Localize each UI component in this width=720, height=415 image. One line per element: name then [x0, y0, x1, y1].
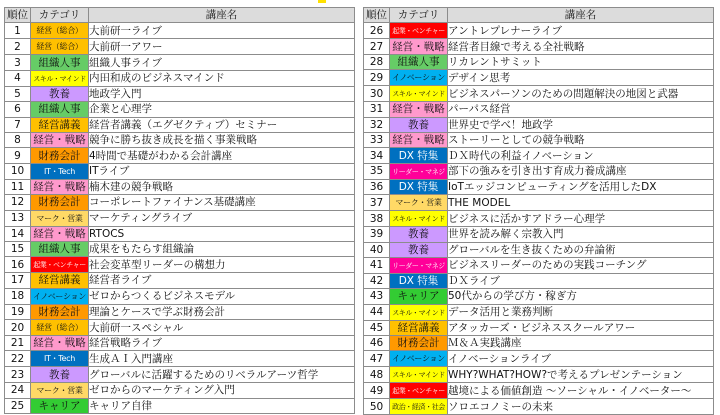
table-row: [5, 23, 355, 39]
category-badge: [390, 367, 448, 383]
course-title: 大前研一ライブ: [89, 23, 355, 39]
category-badge: [390, 383, 448, 399]
category-badge: [31, 351, 89, 367]
category-label: 経営（総合）: [36, 323, 83, 333]
ranking-rows-right: [364, 23, 714, 415]
category-label: スキル・マインド: [392, 215, 445, 224]
rank-number: 6: [5, 102, 31, 117]
course-title: 大前研一スペシャル: [89, 320, 355, 336]
category-badge: [31, 367, 89, 382]
table-row: [5, 163, 355, 179]
table-row: [5, 336, 355, 351]
category-label: 起業・ベンチャー: [392, 27, 445, 36]
category-badge: [31, 336, 89, 351]
rank-number: 46: [364, 336, 390, 351]
category-label: スキル・マインド: [392, 90, 445, 99]
rank-number: 12: [5, 195, 31, 210]
category-badge: [390, 132, 448, 147]
rank-number: 49: [364, 383, 390, 399]
table-row: [5, 382, 355, 398]
course-title: 競争に勝ち抜き成長を描く事業戦略: [89, 132, 355, 147]
rank-number: 4: [5, 70, 31, 86]
table-row: [5, 351, 355, 367]
rank-number: 23: [5, 367, 31, 382]
category-label: 組織人事: [38, 56, 81, 69]
table-row: [364, 304, 714, 320]
category-label: 経営（総合）: [36, 26, 83, 36]
table-row: [5, 117, 355, 132]
category-badge: [31, 117, 89, 132]
ranking-table-left: [4, 7, 355, 414]
rank-number: 40: [364, 242, 390, 257]
category-badge: [390, 399, 448, 415]
table-row: [364, 70, 714, 86]
table-row: [364, 320, 714, 335]
course-title: グローバルに活躍するためのリベラルアーツ哲学: [89, 367, 355, 382]
category-label: DX 特集: [398, 275, 439, 288]
rank-number: 14: [5, 226, 31, 241]
course-title: リカレントサミット: [448, 54, 714, 69]
course-title: ストーリーとしての競争戦略: [448, 132, 714, 147]
course-title: 世界を読み解く宗教入門: [448, 227, 714, 242]
course-title: 理論とケースで学ぶ財務会計: [89, 304, 355, 319]
rank-number: 41: [364, 257, 390, 273]
category-badge: [31, 86, 89, 101]
rank-number: 15: [5, 241, 31, 256]
table-row: [364, 148, 714, 163]
course-title: RTOCS: [89, 226, 355, 241]
table-row: [5, 288, 355, 304]
category-badge: [390, 211, 448, 227]
category-label: 教養: [408, 243, 429, 256]
category-label: スキル・マインド: [392, 371, 445, 380]
rank-number: 39: [364, 227, 390, 242]
category-label: 財務会計: [38, 196, 81, 209]
rank-number: 21: [5, 336, 31, 351]
category-badge: [31, 179, 89, 194]
category-badge: [31, 70, 89, 86]
category-badge: [390, 163, 448, 179]
rank-number: 2: [5, 39, 31, 55]
table-row: [364, 273, 714, 288]
category-badge: [31, 320, 89, 336]
table-row: [5, 257, 355, 273]
category-badge: [390, 102, 448, 117]
category-label: 組織人事: [38, 103, 81, 116]
course-title: 社会変革型リーダーの構想力: [89, 257, 355, 273]
category-label: キャリア: [38, 400, 81, 413]
course-title: 4時間で基礎がわかる会計講座: [89, 148, 355, 163]
table-row: [364, 163, 714, 179]
table-row: [364, 289, 714, 304]
category-badge: [31, 382, 89, 398]
rank-number: 22: [5, 351, 31, 367]
ranking-rows-left: [5, 23, 355, 414]
rank-number: 47: [364, 351, 390, 367]
rank-number: 25: [5, 398, 31, 413]
category-badge: [31, 195, 89, 210]
category-badge: [390, 304, 448, 320]
table-row: [364, 86, 714, 102]
rank-number: 29: [364, 70, 390, 86]
course-title: グローバルを生き抜くための弁論術: [448, 242, 714, 257]
category-badge: [390, 273, 448, 288]
category-label: 教養: [49, 87, 70, 100]
course-title: ビジネスパーソンのための問題解決の地図と武器: [448, 86, 714, 102]
category-label: イノベーション: [392, 73, 445, 83]
category-badge: [31, 148, 89, 163]
course-title: 内田和成のビジネスマインド: [89, 70, 355, 86]
rank-number: 19: [5, 304, 31, 319]
rank-number: 36: [364, 179, 390, 194]
table-row: [5, 241, 355, 256]
rank-number: 38: [364, 211, 390, 227]
category-badge: [390, 351, 448, 367]
table-row: [364, 211, 714, 227]
rank-number: 42: [364, 273, 390, 288]
table-row: [364, 367, 714, 383]
course-title: イノベーションライブ: [448, 351, 714, 367]
category-badge: [390, 289, 448, 304]
category-badge: [390, 257, 448, 273]
table-row: [5, 132, 355, 147]
course-title: ゼロからつくるビジネスモデル: [89, 288, 355, 304]
category-badge: [390, 117, 448, 132]
header-rank: 順位: [364, 8, 390, 23]
category-badge: [390, 70, 448, 86]
table-row: [5, 273, 355, 288]
rank-number: 13: [5, 210, 31, 226]
table-row: [5, 226, 355, 241]
table-row: [364, 54, 714, 69]
rank-number: 20: [5, 320, 31, 336]
category-label: 経営・戦略: [33, 180, 86, 193]
category-label: 経営講義: [38, 274, 81, 287]
category-badge: [390, 39, 448, 54]
course-title: 世界史で学べ！地政学: [448, 117, 714, 132]
header-category: カテゴリ: [31, 8, 89, 23]
rank-number: 9: [5, 148, 31, 163]
rank-number: 17: [5, 273, 31, 288]
course-title: ソロエコノミーの未来: [448, 399, 714, 415]
course-title: 部下の強みを引き出す育成力養成講座: [448, 163, 714, 179]
rank-number: 34: [364, 148, 390, 163]
category-badge: [390, 227, 448, 242]
category-label: 政治・経済・社会: [392, 403, 445, 412]
table-row: [5, 367, 355, 382]
category-label: イノベーション: [392, 354, 445, 364]
category-label: 経営・戦略: [33, 134, 86, 147]
course-title: 組織人事ライブ: [89, 55, 355, 70]
rank-number: 11: [5, 179, 31, 194]
category-badge: [31, 55, 89, 70]
table-row: [364, 179, 714, 194]
rank-number: 10: [5, 163, 31, 179]
course-title: 大前研一アワー: [89, 39, 355, 55]
header-rank: 順位: [5, 8, 31, 23]
table-row: [364, 195, 714, 211]
category-label: リーダー・マネジ: [392, 167, 445, 176]
table-row: [5, 55, 355, 70]
category-label: 経営・戦略: [33, 337, 86, 350]
category-label: キャリア: [397, 290, 440, 303]
category-label: 財務会計: [38, 305, 81, 318]
rank-number: 24: [5, 382, 31, 398]
course-title: アントレプレナーライブ: [448, 23, 714, 39]
course-title: 経営者ライブ: [89, 273, 355, 288]
rank-number: 30: [364, 86, 390, 102]
course-title: 越境による価値創造 ～ソーシャル・イノベーター～: [448, 383, 714, 399]
course-title: パーパス経営: [448, 102, 714, 117]
course-title: ビジネスリーダーのための実践コーチング: [448, 257, 714, 273]
category-label: 経営・戦略: [392, 103, 445, 116]
category-label: 組織人事: [38, 243, 81, 256]
category-badge: [31, 102, 89, 117]
course-title: キャリア自律: [89, 398, 355, 413]
category-label: IT・Tech: [43, 166, 76, 176]
table-row: [5, 70, 355, 86]
category-badge: [390, 320, 448, 335]
course-title: Ｍ＆Ａ実践講座: [448, 336, 714, 351]
table-row: [5, 195, 355, 210]
table-row: [364, 227, 714, 242]
rank-number: 31: [364, 102, 390, 117]
table-row: [364, 242, 714, 257]
category-label: スキル・マインド: [392, 308, 445, 317]
category-badge: [390, 179, 448, 194]
rank-number: 32: [364, 117, 390, 132]
category-badge: [390, 148, 448, 163]
header-course: 講座名: [89, 8, 355, 23]
header-category: カテゴリ: [390, 8, 448, 23]
table-row: [5, 179, 355, 194]
rank-number: 16: [5, 257, 31, 273]
rank-number: 1: [5, 23, 31, 39]
course-title: WHY?WHAT?HOW?で考えるプレゼンテーション: [448, 367, 714, 383]
rank-number: 5: [5, 86, 31, 101]
table-header-row: [5, 8, 355, 23]
category-label: 経営講義: [397, 321, 440, 334]
cursor-marker: [318, 0, 326, 3]
category-label: マーク・営業: [395, 198, 442, 208]
category-label: 経営（総合）: [36, 42, 83, 52]
course-title: 成果をもたらす組織論: [89, 241, 355, 256]
course-title: ゼロからのマーケティング入門: [89, 382, 355, 398]
course-title: 経営者講義（エグゼクティブ）セミナー: [89, 117, 355, 132]
course-title: コーポレートファイナンス基礎講座: [89, 195, 355, 210]
course-title: 地政学入門: [89, 86, 355, 101]
category-badge: [31, 398, 89, 413]
course-title: 楠木建の競争戦略: [89, 179, 355, 194]
category-label: 経営講義: [38, 118, 81, 131]
table-row: [5, 398, 355, 413]
table-row: [5, 210, 355, 226]
table-row: [364, 383, 714, 399]
category-label: 起業・ベンチャー: [392, 387, 445, 396]
table-row: [5, 39, 355, 55]
category-label: 組織人事: [397, 55, 440, 68]
table-row: [364, 351, 714, 367]
category-badge: [31, 23, 89, 39]
rank-number: 33: [364, 132, 390, 147]
category-badge: [390, 86, 448, 102]
rank-number: 26: [364, 23, 390, 39]
category-badge: [390, 336, 448, 351]
course-title: ＤＸ時代の利益イノベーション: [448, 148, 714, 163]
category-label: 教養: [408, 228, 429, 241]
table-row: [364, 23, 714, 39]
category-badge: [31, 210, 89, 226]
table-row: [5, 304, 355, 319]
course-title: 生成ＡＩ入門講座: [89, 351, 355, 367]
category-label: IT・Tech: [43, 354, 76, 364]
category-badge: [31, 132, 89, 147]
category-label: 経営・戦略: [392, 134, 445, 147]
category-label: スキル・マインド: [33, 74, 86, 83]
course-title: マーケティングライブ: [89, 210, 355, 226]
header-course: 講座名: [448, 8, 714, 23]
table-row: [5, 102, 355, 117]
category-label: 財務会計: [397, 337, 440, 350]
category-label: DX 特集: [398, 180, 439, 193]
category-badge: [31, 273, 89, 288]
course-title: 経営戦略ライブ: [89, 336, 355, 351]
rank-number: 44: [364, 304, 390, 320]
category-badge: [390, 195, 448, 211]
table-row: [364, 39, 714, 54]
course-title: IoTエッジコンピューティングを活用したDX: [448, 179, 714, 194]
category-label: 教養: [408, 118, 429, 131]
category-label: DX 特集: [398, 149, 439, 162]
rank-number: 7: [5, 117, 31, 132]
table-row: [364, 132, 714, 147]
course-title: 経営者目線で考える全社戦略: [448, 39, 714, 54]
rank-number: 28: [364, 54, 390, 69]
rank-number: 18: [5, 288, 31, 304]
table-row: [364, 257, 714, 273]
rank-number: 35: [364, 163, 390, 179]
category-badge: [31, 304, 89, 319]
rank-number: 37: [364, 195, 390, 211]
table-row: [364, 102, 714, 117]
table-row: [364, 117, 714, 132]
category-label: マーク・営業: [36, 385, 83, 395]
course-title: THE MODEL: [448, 195, 714, 211]
category-badge: [390, 54, 448, 69]
course-title: 企業と心理学: [89, 102, 355, 117]
rank-number: 50: [364, 399, 390, 415]
category-badge: [31, 226, 89, 241]
category-label: マーク・営業: [36, 213, 83, 223]
table-row: [5, 86, 355, 101]
ranking-table-right: [363, 7, 714, 415]
category-label: イノベーション: [33, 291, 86, 301]
category-label: 教養: [49, 368, 70, 381]
category-label: 経営・戦略: [392, 40, 445, 53]
course-title: アタッカーズ・ビジネススクールアワー: [448, 320, 714, 335]
category-badge: [31, 288, 89, 304]
category-badge: [31, 257, 89, 273]
rank-number: 45: [364, 320, 390, 335]
category-badge: [31, 39, 89, 55]
table-header-row: [364, 8, 714, 23]
table-row: [5, 320, 355, 336]
category-badge: [31, 163, 89, 179]
category-badge: [31, 241, 89, 256]
course-title: 50代からの学び方・稼ぎ方: [448, 289, 714, 304]
course-title: ＤＸライブ: [448, 273, 714, 288]
table-row: [5, 148, 355, 163]
course-title: デザイン思考: [448, 70, 714, 86]
course-title: ITライブ: [89, 163, 355, 179]
course-title: ビジネスに活かすアドラー心理学: [448, 211, 714, 227]
category-badge: [390, 242, 448, 257]
table-row: [364, 399, 714, 415]
rank-number: 43: [364, 289, 390, 304]
category-label: 経営・戦略: [33, 227, 86, 240]
rank-number: 3: [5, 55, 31, 70]
category-label: 財務会計: [38, 149, 81, 162]
category-label: リーダー・マネジ: [392, 261, 445, 270]
rank-number: 27: [364, 39, 390, 54]
table-row: [364, 336, 714, 351]
course-title: データ活用と業務判断: [448, 304, 714, 320]
rank-number: 48: [364, 367, 390, 383]
category-badge: [390, 23, 448, 39]
category-label: 起業・ベンチャー: [33, 261, 86, 270]
rank-number: 8: [5, 132, 31, 147]
